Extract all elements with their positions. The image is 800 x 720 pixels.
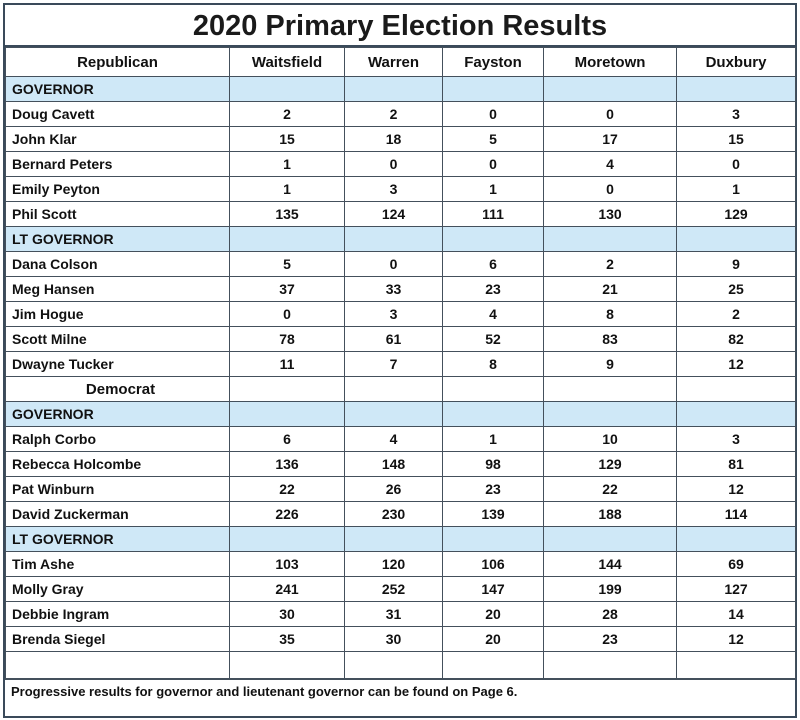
vote-count: 139 (443, 502, 544, 527)
vote-count: 7 (345, 352, 443, 377)
section-row (6, 527, 796, 552)
town-header: Waitsfield (230, 48, 345, 77)
vote-count: 21 (544, 277, 677, 302)
empty-cell (345, 377, 443, 402)
section-cell (230, 77, 345, 102)
vote-count: 35 (230, 627, 345, 652)
empty-cell (677, 652, 796, 679)
vote-count: 6 (443, 252, 544, 277)
town-header: Moretown (544, 48, 677, 77)
section-row (6, 402, 796, 427)
vote-count: 1 (443, 177, 544, 202)
vote-count: 106 (443, 552, 544, 577)
vote-count: 11 (230, 352, 345, 377)
vote-count: 124 (345, 202, 443, 227)
vote-count: 2 (544, 252, 677, 277)
vote-count: 3 (677, 102, 796, 127)
vote-count: 31 (345, 602, 443, 627)
empty-cell (345, 652, 443, 679)
table-row (6, 602, 796, 627)
empty-cell (443, 377, 544, 402)
vote-count: 5 (443, 127, 544, 152)
section-label: GOVERNOR (6, 402, 230, 427)
table-row (6, 177, 796, 202)
vote-count: 81 (677, 452, 796, 477)
table-row (6, 327, 796, 352)
vote-count: 0 (443, 152, 544, 177)
vote-count: 0 (345, 252, 443, 277)
vote-count: 17 (544, 127, 677, 152)
section-cell (230, 227, 345, 252)
candidate-name: Doug Cavett (6, 102, 230, 127)
candidate-name: Brenda Siegel (6, 627, 230, 652)
party-label: Democrat (6, 377, 230, 402)
empty-cell (544, 652, 677, 679)
table-row (6, 427, 796, 452)
empty-cell (544, 377, 677, 402)
candidate-name: Meg Hansen (6, 277, 230, 302)
section-row (6, 77, 796, 102)
section-label: LT GOVERNOR (6, 227, 230, 252)
vote-count: 136 (230, 452, 345, 477)
table-row (6, 152, 796, 177)
vote-count: 23 (443, 277, 544, 302)
vote-count: 14 (677, 602, 796, 627)
vote-count: 1 (443, 427, 544, 452)
section-cell (443, 527, 544, 552)
section-cell (677, 227, 796, 252)
vote-count: 2 (345, 102, 443, 127)
table-row (6, 302, 796, 327)
vote-count: 144 (544, 552, 677, 577)
vote-count: 114 (677, 502, 796, 527)
vote-count: 20 (443, 627, 544, 652)
empty-cell (6, 652, 230, 679)
vote-count: 30 (230, 602, 345, 627)
section-label: LT GOVERNOR (6, 527, 230, 552)
vote-count: 148 (345, 452, 443, 477)
section-label: GOVERNOR (6, 77, 230, 102)
vote-count: 23 (544, 627, 677, 652)
vote-count: 130 (544, 202, 677, 227)
section-cell (544, 402, 677, 427)
table-row (6, 352, 796, 377)
vote-count: 0 (544, 177, 677, 202)
empty-cell (230, 377, 345, 402)
vote-count: 120 (345, 552, 443, 577)
vote-count: 2 (230, 102, 345, 127)
page-title: 2020 Primary Election Results (5, 5, 795, 47)
section-cell (443, 227, 544, 252)
vote-count: 199 (544, 577, 677, 602)
vote-count: 2 (677, 302, 796, 327)
vote-count: 26 (345, 477, 443, 502)
candidate-name: John Klar (6, 127, 230, 152)
vote-count: 28 (544, 602, 677, 627)
section-cell (677, 402, 796, 427)
vote-count: 69 (677, 552, 796, 577)
vote-count: 103 (230, 552, 345, 577)
vote-count: 23 (443, 477, 544, 502)
table-row (6, 252, 796, 277)
vote-count: 20 (443, 602, 544, 627)
vote-count: 61 (345, 327, 443, 352)
vote-count: 25 (677, 277, 796, 302)
town-header: Warren (345, 48, 443, 77)
vote-count: 6 (230, 427, 345, 452)
empty-cell (230, 652, 345, 679)
vote-count: 241 (230, 577, 345, 602)
vote-count: 37 (230, 277, 345, 302)
candidate-name: Bernard Peters (6, 152, 230, 177)
results-body (6, 77, 796, 679)
candidate-name: Dana Colson (6, 252, 230, 277)
candidate-name: Ralph Corbo (6, 427, 230, 452)
candidate-name: Molly Gray (6, 577, 230, 602)
vote-count: 30 (345, 627, 443, 652)
table-row (6, 202, 796, 227)
vote-count: 18 (345, 127, 443, 152)
vote-count: 4 (544, 152, 677, 177)
vote-count: 129 (544, 452, 677, 477)
vote-count: 83 (544, 327, 677, 352)
candidate-name: Debbie Ingram (6, 602, 230, 627)
empty-cell (443, 652, 544, 679)
section-cell (230, 402, 345, 427)
vote-count: 0 (677, 152, 796, 177)
table-row (6, 477, 796, 502)
vote-count: 22 (544, 477, 677, 502)
vote-count: 33 (345, 277, 443, 302)
vote-count: 3 (345, 302, 443, 327)
table-row (6, 502, 796, 527)
results-panel (3, 3, 797, 718)
vote-count: 5 (230, 252, 345, 277)
vote-count: 0 (345, 152, 443, 177)
vote-count: 188 (544, 502, 677, 527)
vote-count: 8 (544, 302, 677, 327)
candidate-name: Dwayne Tucker (6, 352, 230, 377)
blank-row (6, 652, 796, 679)
candidate-name: Phil Scott (6, 202, 230, 227)
vote-count: 10 (544, 427, 677, 452)
section-cell (345, 227, 443, 252)
party-header: Republican (6, 48, 230, 77)
candidate-name: Emily Peyton (6, 177, 230, 202)
vote-count: 1 (230, 152, 345, 177)
vote-count: 129 (677, 202, 796, 227)
party-row (6, 377, 796, 402)
table-row (6, 552, 796, 577)
vote-count: 12 (677, 352, 796, 377)
footer-note: Progressive results for governor and lieutenant governor can be found on Page 6. (5, 679, 795, 704)
vote-count: 9 (677, 252, 796, 277)
candidate-name: David Zuckerman (6, 502, 230, 527)
vote-count: 0 (443, 102, 544, 127)
vote-count: 22 (230, 477, 345, 502)
table-row (6, 577, 796, 602)
vote-count: 52 (443, 327, 544, 352)
vote-count: 135 (230, 202, 345, 227)
candidate-name: Pat Winburn (6, 477, 230, 502)
vote-count: 3 (677, 427, 796, 452)
section-cell (443, 77, 544, 102)
vote-count: 1 (677, 177, 796, 202)
vote-count: 252 (345, 577, 443, 602)
table-row (6, 102, 796, 127)
vote-count: 9 (544, 352, 677, 377)
section-cell (443, 402, 544, 427)
vote-count: 82 (677, 327, 796, 352)
results-table (5, 47, 796, 679)
vote-count: 8 (443, 352, 544, 377)
vote-count: 147 (443, 577, 544, 602)
section-cell (677, 77, 796, 102)
section-cell (544, 227, 677, 252)
vote-count: 15 (677, 127, 796, 152)
town-header: Fayston (443, 48, 544, 77)
candidate-name: Rebecca Holcombe (6, 452, 230, 477)
vote-count: 98 (443, 452, 544, 477)
section-cell (345, 77, 443, 102)
candidate-name: Tim Ashe (6, 552, 230, 577)
empty-cell (677, 377, 796, 402)
table-row (6, 452, 796, 477)
table-row (6, 627, 796, 652)
header-row (6, 48, 796, 77)
vote-count: 3 (345, 177, 443, 202)
vote-count: 12 (677, 477, 796, 502)
section-row (6, 227, 796, 252)
vote-count: 12 (677, 627, 796, 652)
section-cell (544, 77, 677, 102)
vote-count: 226 (230, 502, 345, 527)
town-header: Duxbury (677, 48, 796, 77)
section-cell (345, 402, 443, 427)
vote-count: 4 (443, 302, 544, 327)
vote-count: 127 (677, 577, 796, 602)
vote-count: 230 (345, 502, 443, 527)
table-row (6, 277, 796, 302)
section-cell (544, 527, 677, 552)
section-cell (345, 527, 443, 552)
vote-count: 4 (345, 427, 443, 452)
candidate-name: Scott Milne (6, 327, 230, 352)
table-row (6, 127, 796, 152)
vote-count: 78 (230, 327, 345, 352)
vote-count: 0 (230, 302, 345, 327)
candidate-name: Jim Hogue (6, 302, 230, 327)
vote-count: 15 (230, 127, 345, 152)
vote-count: 111 (443, 202, 544, 227)
vote-count: 1 (230, 177, 345, 202)
vote-count: 0 (544, 102, 677, 127)
section-cell (677, 527, 796, 552)
section-cell (230, 527, 345, 552)
